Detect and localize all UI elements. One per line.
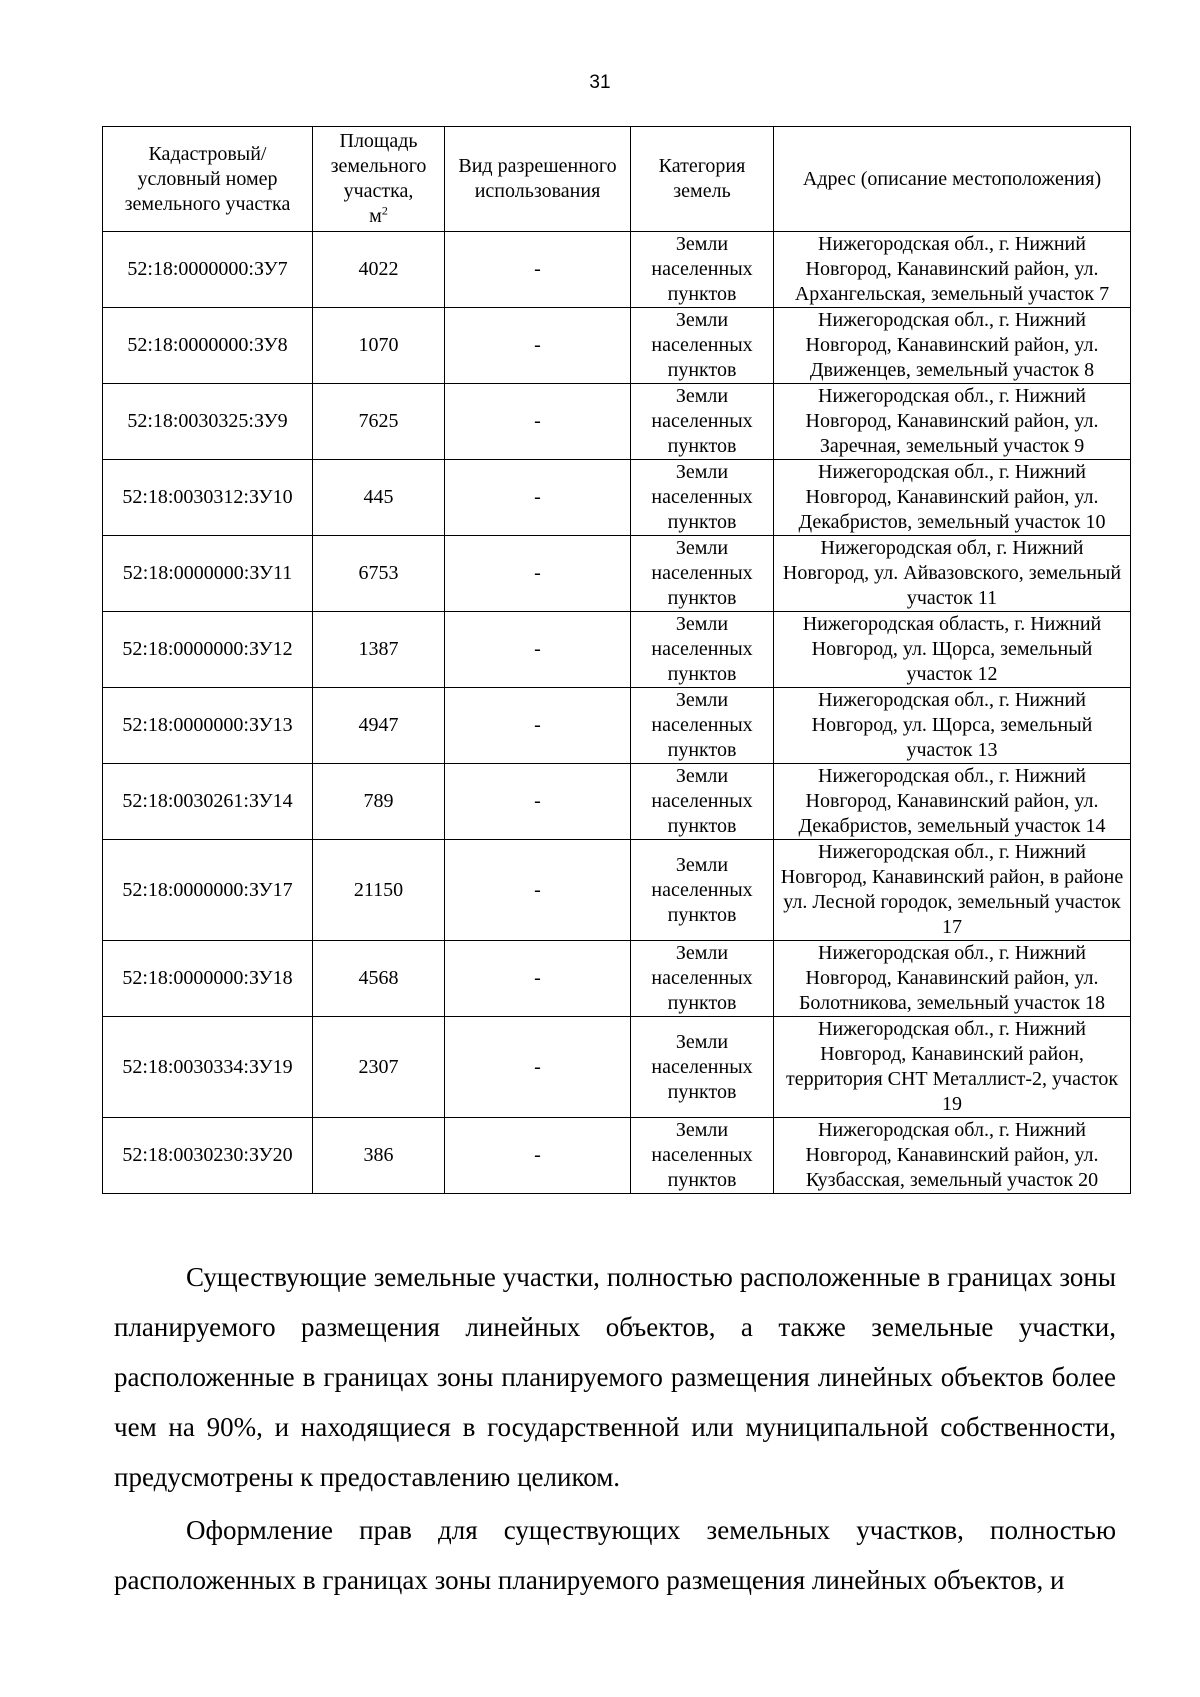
cell-area: 7625 bbox=[313, 384, 445, 460]
cell-area: 789 bbox=[313, 764, 445, 840]
cell-area: 1387 bbox=[313, 612, 445, 688]
header-cadastral: Кадастровый/ условный номер земельного участка bbox=[103, 127, 313, 232]
cell-category: Земли населенных пунктов bbox=[631, 536, 774, 612]
cell-cadastral: 52:18:0000000:ЗУ7 bbox=[103, 232, 313, 308]
cell-cadastral: 52:18:0000000:ЗУ11 bbox=[103, 536, 313, 612]
cell-cadastral: 52:18:0000000:ЗУ12 bbox=[103, 612, 313, 688]
cell-usage: - bbox=[445, 941, 631, 1017]
cell-area: 386 bbox=[313, 1118, 445, 1194]
cell-cadastral: 52:18:0030230:ЗУ20 bbox=[103, 1118, 313, 1194]
cell-usage: - bbox=[445, 764, 631, 840]
header-address: Адрес (описание местоположения) bbox=[774, 127, 1131, 232]
cell-area: 445 bbox=[313, 460, 445, 536]
header-area-unit-sup: 2 bbox=[381, 203, 388, 218]
cell-cadastral: 52:18:0000000:ЗУ17 bbox=[103, 840, 313, 941]
cell-area: 1070 bbox=[313, 308, 445, 384]
cell-category: Земли населенных пунктов bbox=[631, 764, 774, 840]
cell-area: 21150 bbox=[313, 840, 445, 941]
cell-category: Земли населенных пунктов bbox=[631, 1017, 774, 1118]
table-row bbox=[103, 1017, 1131, 1118]
cell-category: Земли населенных пунктов bbox=[631, 384, 774, 460]
cell-usage: - bbox=[445, 308, 631, 384]
cell-address: Нижегородская обл., г. Нижний Новгород, Канавинский район, ул. Декабристов, земельный участок 10 bbox=[774, 460, 1131, 536]
cell-category: Земли населенных пунктов bbox=[631, 688, 774, 764]
cell-usage: - bbox=[445, 1017, 631, 1118]
cell-address: Нижегородская обл., г. Нижний Новгород, Канавинский район, территория СНТ Металлист-2, участок 19 bbox=[774, 1017, 1131, 1118]
cell-address: Нижегородская обл., г. Нижний Новгород, Канавинский район, ул. Болотникова, земельный участок 18 bbox=[774, 941, 1131, 1017]
cell-cadastral: 52:18:0000000:ЗУ13 bbox=[103, 688, 313, 764]
paragraph-rights-registration: Оформление прав для существующих земельных участков, полностью расположенных в границах зоны планируемого размещения линейных объектов, и bbox=[114, 1515, 1116, 1595]
table-row bbox=[103, 384, 1131, 460]
cell-address: Нижегородская обл., г. Нижний Новгород, Канавинский район, ул. Заречная, земельный участок 9 bbox=[774, 384, 1131, 460]
cell-address: Нижегородская обл., г. Нижний Новгород, Канавинский район, ул. Кузбасская, земельный участок 20 bbox=[774, 1118, 1131, 1194]
cell-usage: - bbox=[445, 612, 631, 688]
paragraph-existing-plots: Существующие земельные участки, полностью расположенные в границах зоны планируемого размещения линейных объектов, а также земельные участки, расположенные в границах зоны планируемого размещения линейных объектов более чем на 90%, и находящиеся в государственной или муниципальной собственности, предусмотрены к предоставлению целиком. bbox=[114, 1262, 1116, 1492]
cell-usage: - bbox=[445, 460, 631, 536]
cell-address: Нижегородская обл., г. Нижний Новгород, Канавинский район, ул. Декабристов, земельный участок 14 bbox=[774, 764, 1131, 840]
header-area bbox=[313, 127, 445, 232]
table-row bbox=[103, 536, 1131, 612]
table-row bbox=[103, 460, 1131, 536]
cell-usage: - bbox=[445, 1118, 631, 1194]
cell-address: Нижегородская обл., г. Нижний Новгород, Канавинский район, ул. Архангельская, земельный участок 7 bbox=[774, 232, 1131, 308]
table-row bbox=[103, 612, 1131, 688]
cell-cadastral: 52:18:0000000:ЗУ18 bbox=[103, 941, 313, 1017]
cell-category: Земли населенных пунктов bbox=[631, 941, 774, 1017]
cell-address: Нижегородская обл, г. Нижний Новгород, ул. Айвазовского, земельный участок 11 bbox=[774, 536, 1131, 612]
table-header bbox=[103, 127, 1131, 232]
cell-address: Нижегородская обл., г. Нижний Новгород, ул. Щорса, земельный участок 13 bbox=[774, 688, 1131, 764]
header-category: Категория земель bbox=[631, 127, 774, 232]
cell-category: Земли населенных пунктов bbox=[631, 840, 774, 941]
cell-category: Земли населенных пунктов bbox=[631, 612, 774, 688]
cell-address: Нижегородская область, г. Нижний Новгород, ул. Щорса, земельный участок 12 bbox=[774, 612, 1131, 688]
land-plots-table bbox=[102, 126, 1131, 1194]
cell-usage: - bbox=[445, 688, 631, 764]
cell-address: Нижегородская обл., г. Нижний Новгород, Канавинский район, в районе ул. Лесной городок, земельный участок 17 bbox=[774, 840, 1131, 941]
cell-usage: - bbox=[445, 840, 631, 941]
table-row bbox=[103, 308, 1131, 384]
cell-cadastral: 52:18:0000000:ЗУ8 bbox=[103, 308, 313, 384]
cell-cadastral: 52:18:0030312:ЗУ10 bbox=[103, 460, 313, 536]
cell-usage: - bbox=[445, 384, 631, 460]
cell-category: Земли населенных пунктов bbox=[631, 308, 774, 384]
table-row bbox=[103, 232, 1131, 308]
table-body bbox=[103, 232, 1131, 1194]
cell-cadastral: 52:18:0030261:ЗУ14 bbox=[103, 764, 313, 840]
table-row bbox=[103, 688, 1131, 764]
table-row bbox=[103, 941, 1131, 1017]
cell-category: Земли населенных пунктов bbox=[631, 460, 774, 536]
table-row bbox=[103, 764, 1131, 840]
cell-cadastral: 52:18:0030334:ЗУ19 bbox=[103, 1017, 313, 1118]
cell-area: 4947 bbox=[313, 688, 445, 764]
page-number: 31 bbox=[589, 72, 611, 93]
cell-area: 4022 bbox=[313, 232, 445, 308]
cell-usage: - bbox=[445, 536, 631, 612]
cell-category: Земли населенных пунктов bbox=[631, 1118, 774, 1194]
cell-area: 6753 bbox=[313, 536, 445, 612]
table-row bbox=[103, 840, 1131, 941]
header-area-unit: м bbox=[369, 205, 382, 227]
header-usage: Вид разрешенного использования bbox=[445, 127, 631, 232]
cell-category: Земли населенных пунктов bbox=[631, 232, 774, 308]
cell-address: Нижегородская обл., г. Нижний Новгород, Канавинский район, ул. Движенцев, земельный участок 8 bbox=[774, 308, 1131, 384]
cell-area: 4568 bbox=[313, 941, 445, 1017]
cell-usage: - bbox=[445, 232, 631, 308]
table-row bbox=[103, 1118, 1131, 1194]
header-area-label: Площадь земельного участка, bbox=[330, 130, 427, 202]
cell-cadastral: 52:18:0030325:ЗУ9 bbox=[103, 384, 313, 460]
cell-area: 2307 bbox=[313, 1017, 445, 1118]
